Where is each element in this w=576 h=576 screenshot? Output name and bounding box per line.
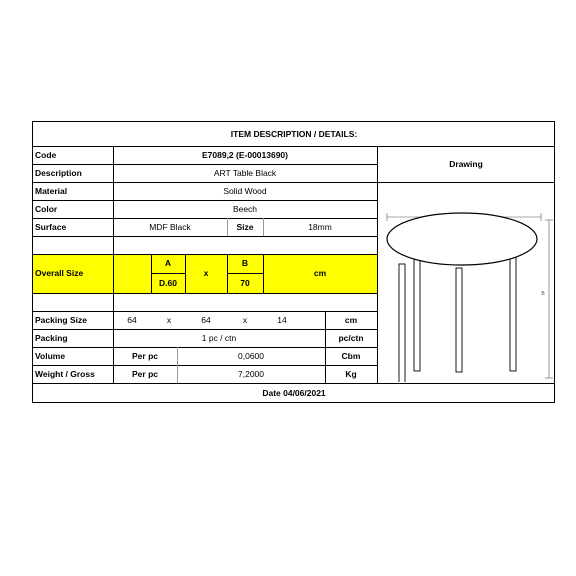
surface-label: Surface [35, 221, 67, 232]
table-drawing [377, 182, 555, 382]
packing-size-label: Packing Size [35, 314, 87, 325]
table-top [387, 213, 537, 265]
table-leg-front-right [456, 268, 462, 372]
dim-a-value: D.60 [159, 277, 177, 288]
packing-label: Packing [35, 332, 68, 343]
weight-per: Per pc [132, 368, 158, 379]
weight-unit: Kg [345, 368, 357, 379]
color-label: Color [35, 203, 58, 214]
packing-size-unit: cm [344, 314, 358, 325]
dim-b-marker: B [541, 291, 545, 297]
packing-value: 1 pc / ctn [201, 332, 237, 343]
code-label: Code [35, 149, 57, 160]
surface-value: MDF Black [149, 221, 191, 232]
packing-size-x2: x [242, 314, 248, 325]
description-value: ART Table Black [213, 167, 277, 178]
spec-sheet [32, 121, 555, 403]
size-value: 18mm [308, 221, 332, 232]
table-leg-front-left [399, 264, 405, 382]
description-label: Description [35, 167, 82, 178]
overall-size-unit: cm [313, 268, 327, 279]
packing-unit: pc/ctn [338, 332, 364, 343]
overall-size-label: Overall Size [35, 268, 84, 279]
dim-a-label: A [164, 258, 172, 269]
dim-b-label: B [241, 258, 249, 269]
packing-size-v2: 64 [201, 314, 211, 325]
volume-per: Per pc [132, 350, 158, 361]
packing-size-v1: 64 [127, 314, 137, 325]
weight-label: Weight / Gross [35, 368, 95, 379]
packing-size-v3: 14 [277, 314, 287, 325]
volume-value: 0,0600 [238, 350, 264, 361]
code-value: E7089,2 (E-00013690) [201, 149, 288, 160]
document-date: Date 04/06/2021 [262, 387, 326, 398]
table-leg-back-right [510, 257, 516, 371]
sheet-title: ITEM DESCRIPTION / DETAILS: [230, 128, 358, 139]
table-leg-back-left [414, 257, 420, 371]
dim-b-value: 70 [240, 277, 250, 288]
packing-size-x1: x [166, 314, 172, 325]
drawing-title: Drawing [449, 158, 483, 169]
dim-times-sign: x [203, 268, 209, 279]
volume-label: Volume [35, 350, 66, 361]
volume-unit: Cbm [341, 350, 361, 361]
color-value: Beech [232, 203, 258, 214]
material-value: Solid Wood [223, 185, 267, 196]
size-label: Size [236, 221, 254, 232]
weight-value: 7,2000 [238, 368, 264, 379]
material-label: Material [35, 185, 68, 196]
